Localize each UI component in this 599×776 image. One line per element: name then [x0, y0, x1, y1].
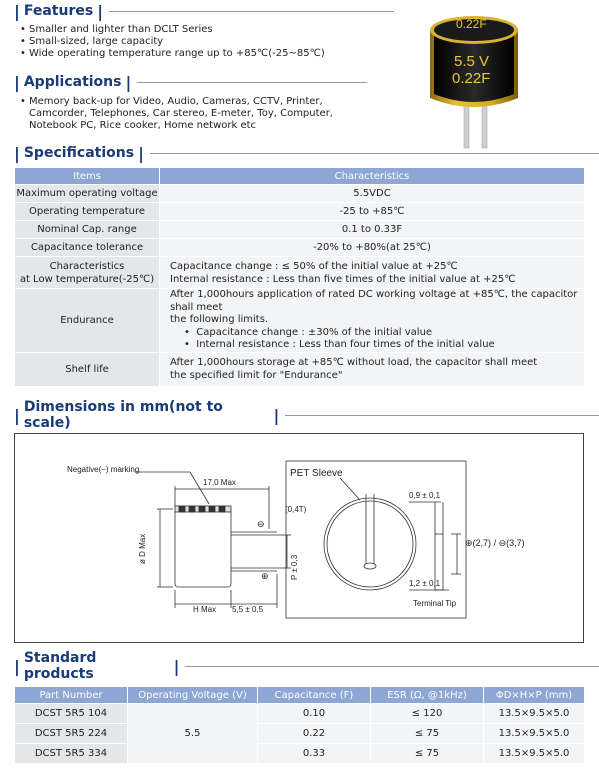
list-item: • Smaller and lighter than DCLT Series: [20, 24, 325, 36]
applications-title: Applications: [23, 74, 122, 90]
table-row: [15, 744, 585, 764]
table-row: [15, 221, 585, 239]
section-bar: |: [14, 72, 20, 92]
dim-height-label: H Max: [193, 605, 217, 614]
esr: ≤ 75: [371, 724, 484, 744]
section-bar: |: [14, 1, 20, 21]
products-title: Standard products: [23, 650, 97, 682]
dimensions-title: Dimensions in mm(not to scale): [23, 399, 223, 431]
section-bar: |: [14, 405, 20, 425]
features-header: [14, 1, 394, 21]
plus-symbol: ⊕: [261, 571, 269, 581]
capacitance: 0.10: [258, 704, 371, 724]
applications-header: [14, 72, 367, 92]
column-header: ESR (Ω, @1kHz): [371, 687, 484, 704]
dim-width-label: 17,0 Max: [203, 478, 236, 487]
spec-item: Maximum operating voltage: [15, 185, 160, 203]
capacitance: 0.22: [258, 724, 371, 744]
spec-value: Capacitance change : ≤ 50% of the initial value at +25℃ Internal resistance : Less than five times of the initial value at +25℃: [160, 257, 585, 289]
photo-print: 0.22F: [452, 70, 491, 87]
section-rule: [137, 82, 367, 83]
spec-value: -20% to +80%(at 25℃): [160, 239, 585, 257]
spec-value: After 1,000hours application of rated DC working voltage at +85℃, the capacitor shall meet the following limits. • Capacitance change : ±30% of the initial value • Internal resistance : Less than four times of the initial value: [160, 289, 585, 353]
spec-item: Endurance: [15, 289, 160, 353]
specifications-title: Specifications: [23, 145, 135, 161]
table-row: [15, 239, 585, 257]
table-row: [15, 185, 585, 203]
section-bar: |: [14, 143, 20, 163]
section-bar: |: [138, 143, 144, 163]
dim-pitch-label: P ± 0,3: [290, 554, 299, 580]
list-item: • Small-sized, large capacity: [20, 36, 325, 48]
column-header: Part Number: [15, 687, 128, 704]
photo-print: 5.5 V: [454, 53, 490, 70]
dim-diameter-label: ø D Max: [138, 533, 147, 564]
table-row: [15, 257, 585, 289]
features-title: Features: [23, 3, 94, 19]
section-bar: |: [14, 656, 20, 676]
capacitance: 0.33: [258, 744, 371, 764]
neg-marking-label: Negative(−) marking: [67, 465, 140, 474]
esr: ≤ 120: [371, 704, 484, 724]
operating-voltage: 5.5: [128, 704, 258, 764]
dim-tipwidth-label: 1,2 ± 0,1: [409, 579, 441, 588]
table-row: [15, 704, 585, 724]
dimensions: 13.5×9.5×5.0: [484, 744, 585, 764]
spec-item: Operating temperature: [15, 203, 160, 221]
spec-value: 0.1 to 0.33F: [160, 221, 585, 239]
table-row: [15, 352, 585, 386]
spec-value: 5.5VDC: [160, 185, 585, 203]
photo-print: 0.22F: [456, 17, 487, 31]
lead-length-label: ⊕(2,7) / ⊖(3,7): [465, 538, 525, 548]
applications-list: [20, 96, 333, 132]
table-row: [15, 289, 585, 353]
column-header: Items: [15, 168, 160, 185]
part-number: DCST 5R5 224: [15, 724, 128, 744]
section-bar: |: [125, 72, 132, 92]
section-bar: |: [97, 1, 104, 21]
section-rule: [109, 11, 394, 12]
products-table: [14, 686, 585, 764]
dimensions: 13.5×9.5×5.0: [484, 704, 585, 724]
specifications-header: [14, 143, 599, 163]
part-number: DCST 5R5 334: [15, 744, 128, 764]
dimensions: 13.5×9.5×5.0: [484, 724, 585, 744]
column-header: Capacitance (F): [258, 687, 371, 704]
products-header: [14, 650, 599, 682]
column-header: Characteristics: [160, 168, 585, 185]
dimensions-header: [14, 399, 599, 431]
dim-leadwidth-label: 0,9 ± 0,1: [409, 491, 441, 500]
minus-symbol: ⊖: [257, 519, 265, 529]
spec-item: Shelf life: [15, 352, 160, 386]
list-item: • Wide operating temperature range up to +85℃(-25~85℃): [20, 48, 325, 60]
dim-thickness-label: (0,4T): [285, 505, 307, 514]
specifications-table: [14, 167, 585, 387]
section-rule: [150, 153, 599, 154]
terminal-tip-label: Terminal Tip: [413, 599, 457, 608]
table-row: [15, 203, 585, 221]
spec-item: Capacitance tolerance: [15, 239, 160, 257]
part-number: DCST 5R5 104: [15, 704, 128, 724]
pet-sleeve-label: PET Sleeve: [290, 468, 343, 479]
capacitor-photo: [426, 6, 522, 154]
list-item: • Memory back-up for Video, Audio, Cameras, CCTV, Printer, Camcorder, Telephones, Car stereo, E-meter, Toy, Computer, Notebook PC, Rice cooker, Home network etc: [20, 96, 333, 132]
dim-leadlen-label: 5,5 ± 0,5: [232, 605, 264, 614]
section-bar: |: [173, 656, 180, 676]
spec-value: After 1,000hours storage at +85℃ without load, the capacitor shall meet the specified limit for "Endurance": [160, 352, 585, 386]
column-header: ΦD×H×P (mm): [484, 687, 585, 704]
table-row: [15, 724, 585, 744]
section-rule: [285, 415, 599, 416]
spec-item: Nominal Cap. range: [15, 221, 160, 239]
column-header: Operating Voltage (V): [128, 687, 258, 704]
spec-value: -25 to +85℃: [160, 203, 585, 221]
features-list: [20, 24, 325, 60]
spec-item: Characteristics at Low temperature(-25℃): [15, 257, 160, 289]
dimension-drawing: [14, 433, 584, 643]
esr: ≤ 75: [371, 744, 484, 764]
section-rule: [185, 666, 599, 667]
section-bar: |: [273, 405, 280, 425]
